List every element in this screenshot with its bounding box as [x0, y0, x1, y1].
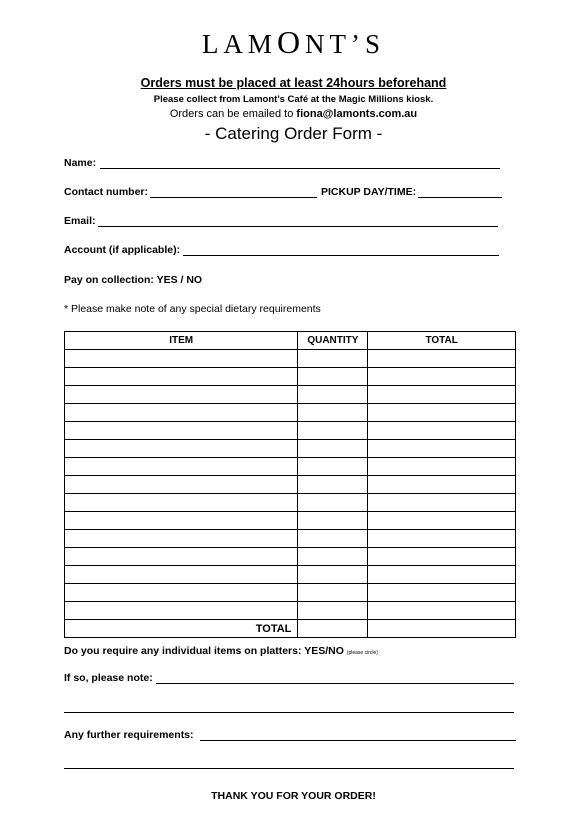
total-quantity-cell[interactable]: [298, 620, 368, 638]
total-value-cell[interactable]: [368, 620, 516, 638]
item-cell[interactable]: [65, 548, 298, 566]
email-notice: [0, 108, 587, 120]
quantity-cell[interactable]: [298, 494, 368, 512]
item-cell[interactable]: [65, 584, 298, 602]
logo-text-pre: LAM: [201, 29, 277, 59]
name-field[interactable]: [100, 168, 500, 169]
order-table-body: [65, 350, 516, 638]
quantity-cell[interactable]: [298, 602, 368, 620]
total-cell[interactable]: [368, 602, 516, 620]
table-row: [65, 368, 516, 386]
total-label: TOTAL: [65, 620, 298, 638]
further-label: Any further requirements:: [64, 729, 194, 741]
email-notice-prefix: Orders can be emailed to: [169, 108, 297, 120]
platters-question-note: (please circle): [346, 650, 378, 656]
further-field-line-2[interactable]: [64, 768, 514, 769]
total-cell[interactable]: [368, 458, 516, 476]
lamonts-logo: [0, 24, 587, 61]
name-label: Name:: [64, 157, 97, 169]
item-cell[interactable]: [65, 404, 298, 422]
quantity-cell[interactable]: [298, 566, 368, 584]
total-cell[interactable]: [368, 548, 516, 566]
table-row: [65, 476, 516, 494]
total-cell[interactable]: [368, 422, 516, 440]
item-cell[interactable]: [65, 494, 298, 512]
header-total: TOTAL: [368, 332, 516, 350]
quantity-cell[interactable]: [298, 548, 368, 566]
quantity-cell[interactable]: [298, 368, 368, 386]
table-header-row: [65, 332, 516, 350]
further-field[interactable]: [200, 740, 516, 741]
if-so-field[interactable]: [156, 683, 514, 684]
header-item: ITEM: [65, 332, 298, 350]
table-row: [65, 458, 516, 476]
total-cell[interactable]: [368, 530, 516, 548]
quantity-cell[interactable]: [298, 530, 368, 548]
order-table: [64, 331, 516, 638]
contact-field[interactable]: [150, 197, 317, 198]
if-so-label: If so, please note:: [64, 672, 153, 684]
header-quantity: QUANTITY: [298, 332, 368, 350]
table-row: [65, 512, 516, 530]
total-cell[interactable]: [368, 494, 516, 512]
total-cell[interactable]: [368, 476, 516, 494]
item-cell[interactable]: [65, 440, 298, 458]
dietary-note: * Please make note of any special dietary requirements: [64, 303, 321, 315]
table-row: [65, 386, 516, 404]
item-cell[interactable]: [65, 530, 298, 548]
item-cell[interactable]: [65, 350, 298, 368]
table-row: [65, 422, 516, 440]
item-cell[interactable]: [65, 566, 298, 584]
total-cell[interactable]: [368, 386, 516, 404]
contact-label: Contact number:: [64, 186, 148, 198]
total-row: [65, 620, 516, 638]
quantity-cell[interactable]: [298, 404, 368, 422]
item-cell[interactable]: [65, 476, 298, 494]
quantity-cell[interactable]: [298, 584, 368, 602]
account-field[interactable]: [183, 255, 499, 256]
item-cell[interactable]: [65, 386, 298, 404]
item-cell[interactable]: [65, 458, 298, 476]
order-notice: Orders must be placed at least 24hours beforehand: [140, 76, 447, 90]
thank-you: THANK YOU FOR YOUR ORDER!: [211, 790, 376, 802]
logo-text-post: NT’S: [305, 29, 386, 59]
email-label: Email:: [64, 215, 96, 227]
item-cell[interactable]: [65, 368, 298, 386]
total-cell[interactable]: [368, 566, 516, 584]
pickup-field[interactable]: [418, 197, 502, 198]
if-so-field-line-2[interactable]: [64, 712, 514, 713]
email-address: fiona@lamonts.com.au: [296, 108, 418, 120]
quantity-cell[interactable]: [298, 458, 368, 476]
table-row: [65, 530, 516, 548]
quantity-cell[interactable]: [298, 350, 368, 368]
total-cell[interactable]: [368, 440, 516, 458]
pickup-label: PICKUP DAY/TIME:: [321, 186, 417, 198]
total-cell[interactable]: [368, 368, 516, 386]
table-row: [65, 602, 516, 620]
item-cell[interactable]: [65, 422, 298, 440]
table-row: [65, 404, 516, 422]
table-row: [65, 548, 516, 566]
total-cell[interactable]: [368, 584, 516, 602]
quantity-cell[interactable]: [298, 422, 368, 440]
item-cell[interactable]: [65, 602, 298, 620]
quantity-cell[interactable]: [298, 386, 368, 404]
table-row: [65, 494, 516, 512]
total-cell[interactable]: [368, 404, 516, 422]
account-label: Account (if applicable):: [64, 244, 181, 256]
collect-notice: Please collect from Lamont’s Café at the Magic Millions kiosk.: [153, 94, 434, 105]
email-field[interactable]: [98, 226, 498, 227]
item-cell[interactable]: [65, 512, 298, 530]
quantity-cell[interactable]: [298, 512, 368, 530]
total-cell[interactable]: [368, 350, 516, 368]
table-row: [65, 350, 516, 368]
platters-question-text: Do you require any individual items on platters: YES/NO: [64, 645, 344, 657]
logo-text-o: O: [276, 24, 306, 60]
table-row: [65, 566, 516, 584]
form-title: - Catering Order Form -: [204, 124, 383, 143]
quantity-cell[interactable]: [298, 476, 368, 494]
quantity-cell[interactable]: [298, 440, 368, 458]
table-row: [65, 584, 516, 602]
platters-question: [64, 645, 378, 657]
total-cell[interactable]: [368, 512, 516, 530]
table-row: [65, 440, 516, 458]
pay-on-collection: Pay on collection: YES / NO: [64, 274, 203, 286]
